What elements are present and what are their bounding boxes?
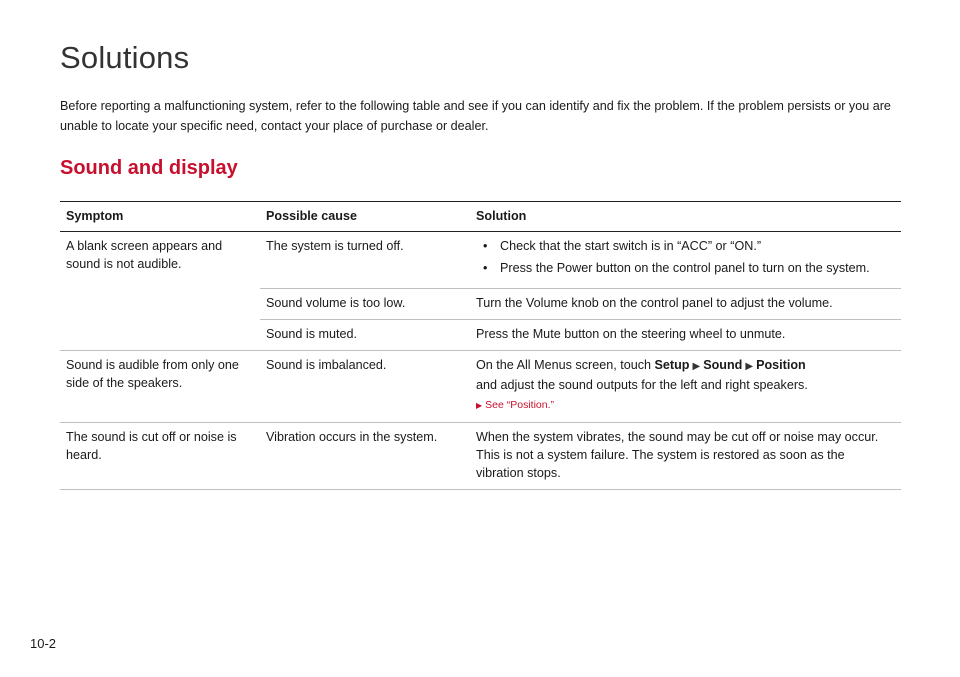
solution-prefix: On the All Menus screen, touch xyxy=(476,358,652,372)
header-symptom: Symptom xyxy=(60,202,260,232)
bullet-text: Check that the start switch is in “ACC” or “ON.” xyxy=(500,239,762,253)
arrow-right-icon: ▶ xyxy=(692,361,701,372)
solution-cell: Press the Mute button on the steering wheel to unmute. xyxy=(470,320,901,351)
intro-paragraph: Before reporting a malfunctioning system, refer to the following table and see if you can identify and fix the problem. If the problem persists or you are unable to locate your specific need, contact your place of purchase or dealer. xyxy=(60,99,891,133)
bullet-icon: • xyxy=(483,239,488,253)
table-row xyxy=(60,351,901,423)
symptom-cell: Sound is audible from only one side of the speakers. xyxy=(60,351,260,423)
table-header-row xyxy=(60,202,901,232)
cause-cell: Sound volume is too low. xyxy=(260,289,470,320)
solution-cell: Turn the Volume knob on the control panel to adjust the volume. xyxy=(470,289,901,320)
menu-path-setup: Setup xyxy=(654,358,690,372)
solution-bullet xyxy=(483,259,895,277)
see-reference-link[interactable] xyxy=(476,396,895,415)
arrow-right-icon: ▶ xyxy=(476,401,483,410)
symptom-cell: The sound is cut off or noise is heard. xyxy=(60,423,260,490)
section-heading: Sound and display xyxy=(60,157,238,179)
cause-cell: The system is turned off. xyxy=(260,232,470,289)
solution-suffix: and adjust the sound outputs for the left and right speakers. xyxy=(476,378,808,392)
table-row xyxy=(60,232,901,289)
solution-cell xyxy=(470,232,901,289)
menu-path-position: Position xyxy=(756,358,806,372)
arrow-right-icon: ▶ xyxy=(745,361,754,372)
solution-cell xyxy=(470,351,901,423)
cause-cell: Sound is imbalanced. xyxy=(260,351,470,423)
header-solution: Solution xyxy=(470,202,901,232)
cause-cell: Vibration occurs in the system. xyxy=(260,423,470,490)
solution-bullet xyxy=(483,237,895,255)
header-possible-cause: Possible cause xyxy=(260,202,470,232)
solution-cell: When the system vibrates, the sound may be cut off or noise may occur. This is not a system failure. The system is restored as soon as the vibration stops. xyxy=(470,423,901,490)
solution-bullet-list xyxy=(476,237,895,277)
menu-path-sound: Sound xyxy=(703,358,743,372)
see-reference-text: See “Position.” xyxy=(485,399,555,411)
page-number: 10-2 xyxy=(30,636,57,651)
cause-cell: Sound is muted. xyxy=(260,320,470,351)
symptom-cell: A blank screen appears and sound is not audible. xyxy=(60,232,260,351)
page-title: Solutions xyxy=(60,40,190,75)
solutions-table xyxy=(60,201,901,490)
table-row xyxy=(60,423,901,490)
bullet-icon: • xyxy=(483,261,488,275)
bullet-text: Press the Power button on the control panel to turn on the system. xyxy=(500,261,870,275)
